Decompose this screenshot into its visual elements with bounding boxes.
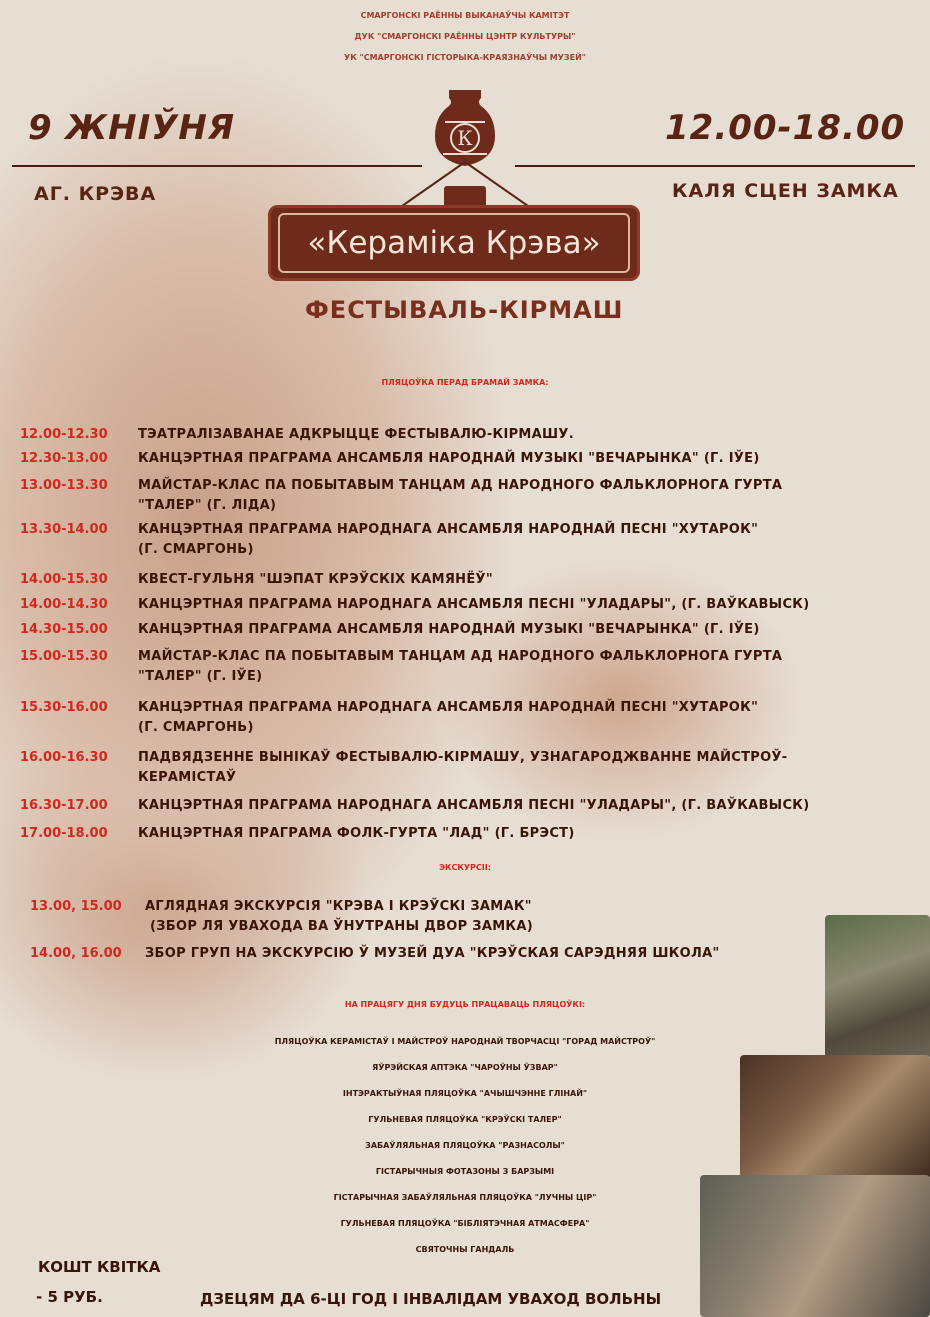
venue-item: ГУЛЬНЕВАЯ ПЛЯЦОЎКА "КРЭЎСКІ ТАЛЕР" [368, 1115, 562, 1124]
schedule-event-cont: (Г. СМАРГОНЬ) [138, 720, 254, 735]
schedule-time: 13.30-14.00 [20, 522, 108, 537]
event-time: 12.00-18.00 [665, 108, 906, 148]
schedule-time: 13.00-13.30 [20, 478, 108, 493]
schedule-event: КАНЦЭРТНАЯ ПРАГРАМА ФОЛК-ГУРТА "ЛАД" (Г. БРЭСТ) [138, 826, 575, 841]
venue-item: ЯЎРЭЙСКАЯ АПТЭКА "ЧАРОЎНЫ ЎЗВАР" [372, 1063, 558, 1072]
org-line-1: СМАРГОНСКІ РАЁННЫ ВЫКАНАЎЧЫ КАМІТЭТ [360, 11, 570, 20]
tour-event-cont: (ЗБОР ЛЯ УВАХОДА ВА ЎНУТРАНЫ ДВОР ЗАМКА) [150, 919, 533, 934]
ticket-price-value: - 5 РУБ. [36, 1288, 103, 1306]
schedule-event: КВЕСТ-ГУЛЬНЯ "ШЭПАТ КРЭЎСКІХ КАМЯНЁЎ" [138, 572, 493, 587]
festival-subtitle: ФЕСТЫВАЛЬ-КІРМАШ [305, 296, 624, 324]
venue-item: ЗАБАЎЛЯЛЬНАЯ ПЛЯЦОЎКА "РАЗНАСОЛЫ" [365, 1141, 565, 1150]
schedule-time: 14.30-15.00 [20, 622, 108, 637]
tour-event: АГЛЯДНАЯ ЭКСКУРСІЯ "КРЭВА І КРЭЎСКІ ЗАМАК" [145, 899, 532, 914]
event-date: 9 ЖНІЎНЯ [28, 108, 236, 148]
schedule-event: КАНЦЭРТНАЯ ПРАГРАМА АНСАМБЛЯ НАРОДНАЙ МУЗЫКІ "ВЕЧАРЫНКА" (Г. ІЎЕ) [138, 451, 760, 466]
schedule-time: 12.30-13.00 [20, 451, 108, 466]
tour-time: 14.00, 16.00 [30, 946, 122, 961]
schedule-event: КАНЦЭРТНАЯ ПРАГРАМА НАРОДНАГА АНСАМБЛЯ ПЕСНІ "УЛАДАРЫ", (Г. ВАЎКАВЫСК) [138, 798, 810, 813]
stage-section-title: ПЛЯЦОЎКА ПЕРАД БРАМАЙ ЗАМКА: [381, 378, 549, 387]
schedule-time: 17.00-18.00 [20, 826, 108, 841]
schedule-time: 16.30-17.00 [20, 798, 108, 813]
logo-letter: К [457, 126, 473, 150]
tour-time: 13.00, 15.00 [30, 899, 122, 914]
venue-item: ГУЛЬНЕВАЯ ПЛЯЦОЎКА "БІБЛІЯТЭЧНАЯ АТМАСФЕРА" [340, 1219, 590, 1228]
ticket-price-label: КОШТ КВІТКА [38, 1258, 161, 1276]
schedule-event: КАНЦЭРТНАЯ ПРАГРАМА АНСАМБЛЯ НАРОДНАЙ МУЗЫКІ "ВЕЧАРЫНКА" (Г. ІЎЕ) [138, 622, 760, 637]
schedule-event-cont: "ТАЛЕР" (Г. ЛІДА) [138, 498, 277, 513]
sign-hanger [394, 160, 536, 208]
festival-title: «Кераміка Крэва» [307, 225, 601, 261]
venue-item: ГІСТАРЫЧНЫЯ ФОТАЗОНЫ З БАРЗЫМІ [375, 1167, 555, 1176]
org-line-3: УК "СМАРГОНСКІ ГІСТОРЫКА-КРАЯЗНАЎЧЫ МУЗЕЙ" [344, 53, 586, 62]
free-entry-note: ДЗЕЦЯМ ДА 6-ЦІ ГОД І ІНВАЛІДАМ УВАХОД ВОЛЬНЫ [200, 1290, 662, 1308]
venue-item: ГІСТАРЫЧНАЯ ЗАБАЎЛЯЛЬНАЯ ПЛЯЦОЎКА "ЛУЧНЫ ЦІР" [333, 1193, 597, 1202]
schedule-event-cont: (Г. СМАРГОНЬ) [138, 542, 254, 557]
schedule-time: 12.00-12.30 [20, 427, 108, 442]
schedule-event: КАНЦЭРТНАЯ ПРАГРАМА НАРОДНАГА АНСАМБЛЯ НАРОДНАЙ ПЕСНІ "ХУТАРОК" [138, 700, 759, 715]
schedule-time: 16.00-16.30 [20, 750, 108, 765]
schedule-event: КАНЦЭРТНАЯ ПРАГРАМА НАРОДНАГА АНСАМБЛЯ ПЕСНІ "УЛАДАРЫ", (Г. ВАЎКАВЫСК) [138, 597, 810, 612]
schedule-event: ПАДВЯДЗЕННЕ ВЫНІКАЎ ФЕСТЫВАЛЮ-КІРМАШУ, УЗНАГАРОДЖВАННЕ МАЙСТРОЎ- [138, 750, 788, 765]
divider-left [12, 165, 422, 167]
schedule-event: КАНЦЭРТНАЯ ПРАГРАМА НАРОДНАГА АНСАМБЛЯ НАРОДНАЙ ПЕСНІ "ХУТАРОК" [138, 522, 759, 537]
title-sign [268, 205, 640, 281]
schedule-event-cont: КЕРАМІСТАЎ [138, 770, 237, 785]
venue-item: ПЛЯЦОЎКА КЕРАМІСТАЎ І МАЙСТРОЎ НАРОДНАЙ ТВОРЧАСЦІ "ГОРАД МАЙСТРОЎ" [274, 1037, 656, 1046]
schedule-event: МАЙСТАР-КЛАС ПА ПОБЫТАВЫМ ТАНЦАМ АД НАРОДНОГО ФАЛЬКЛОРНОГА ГУРТА [138, 649, 783, 664]
schedule-time: 15.00-15.30 [20, 649, 108, 664]
schedule-time: 15.30-16.00 [20, 700, 108, 715]
venue-item: СВЯТОЧНЫ ГАНДАЛЬ [415, 1245, 515, 1254]
schedule-time: 14.00-15.30 [20, 572, 108, 587]
tours-section-title: ЭКСКУРСІІ: [439, 863, 491, 872]
schedule-event: МАЙСТАР-КЛАС ПА ПОБЫТАВЫМ ТАНЦАМ АД НАРОДНОГО ФАЛЬКЛОРНОГА ГУРТА [138, 478, 783, 493]
schedule-event: ТЭАТРАЛІЗАВАНАЕ АДКРЫЦЦЕ ФЕСТЫВАЛЮ-КІРМАШУ. [138, 427, 574, 442]
event-location: КАЛЯ СЦЕН ЗАМКА [672, 180, 899, 202]
venue-item: ІНТЭРАКТЫЎНАЯ ПЛЯЦОЎКА "АЧЫШЧЭННЕ ГЛІНАЙ" [342, 1089, 588, 1098]
pot-logo-icon [425, 84, 505, 170]
event-place: АГ. КРЭВА [34, 183, 157, 205]
org-line-2: ДУК "СМАРГОНСКІ РАЁННЫ ЦЭНТР КУЛЬТУРЫ" [354, 32, 576, 41]
schedule-time: 14.00-14.30 [20, 597, 108, 612]
divider-right [515, 165, 915, 167]
venues-section-title: НА ПРАЦЯГУ ДНЯ БУДУЦЬ ПРАЦАВАЦЬ ПЛЯЦОЎКІ: [344, 1000, 586, 1009]
tour-event: ЗБОР ГРУП НА ЭКСКУРСІЮ Ў МУЗЕЙ ДУА "КРЭЎСКАЯ САРЭДНЯЯ ШКОЛА" [145, 946, 720, 961]
schedule-event-cont: "ТАЛЕР" (Г. ІЎЕ) [138, 669, 263, 684]
